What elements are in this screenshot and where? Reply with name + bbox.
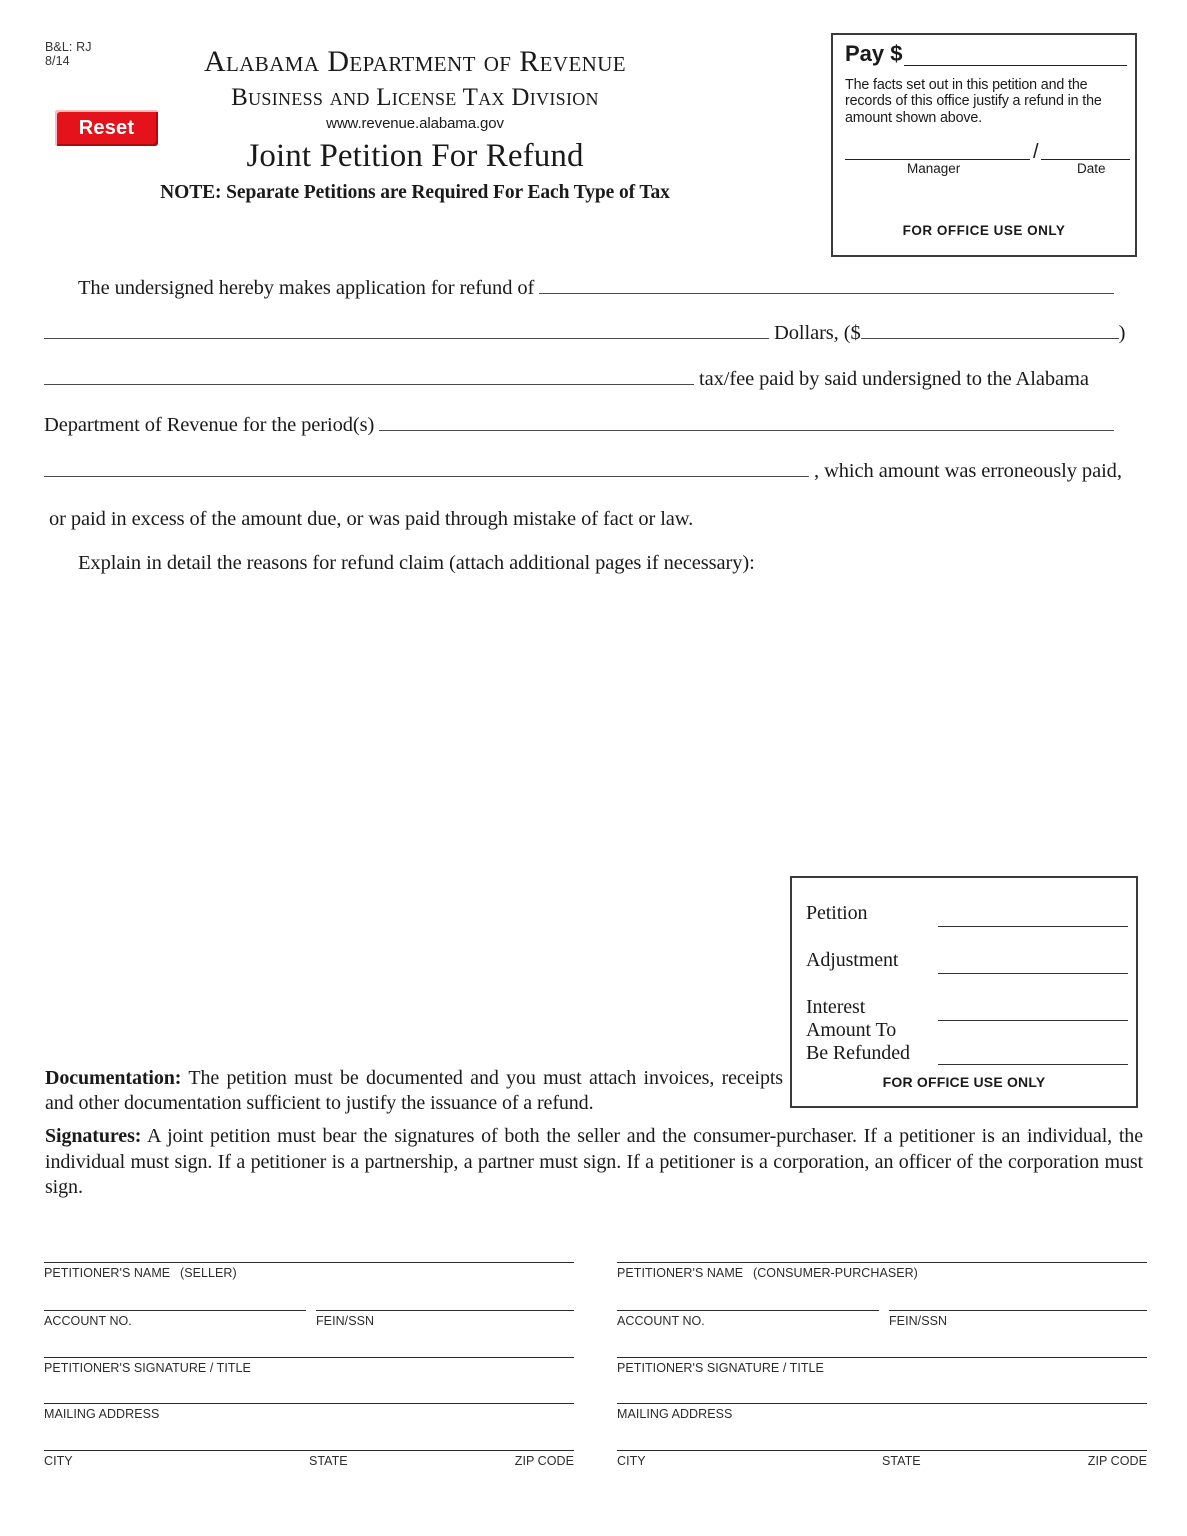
buyer-csz-labels	[617, 1451, 1147, 1470]
interest-label: Interest	[806, 996, 866, 1018]
seller-fein-label-wrap	[316, 1311, 574, 1330]
application-line-5	[44, 460, 1144, 483]
buyer-city-label: CITY	[617, 1454, 646, 1468]
pay-label: Pay $	[845, 41, 903, 66]
adjustment-label: Adjustment	[806, 949, 899, 971]
buyer-state-label: STATE	[882, 1454, 921, 1468]
office-use-box-bottom	[790, 876, 1138, 1108]
seller-fein-label: FEIN/SSN	[316, 1314, 375, 1328]
buyer-signature-row[interactable]	[617, 1357, 1147, 1377]
division-name: Business and License Tax Division	[231, 84, 599, 111]
application-line-6: or paid in excess of the amount due, or was paid through mistake of fact or law.	[49, 508, 694, 530]
seller-account-label-wrap	[44, 1311, 306, 1330]
documentation-lead: Documentation:	[45, 1067, 182, 1089]
signatures-text: A joint petition must bear the signatures of both the seller and the consumer-purchaser. If a petitioner is an individual, the individual must sign. If a petitioner is a partnership, a partner must sign. If a petitioner is a corporation, an officer of the corporation must sign.	[45, 1125, 1143, 1198]
date-label: Date	[1077, 161, 1106, 176]
buyer-name-label: PETITIONER'S NAME	[617, 1266, 744, 1280]
amount-to-label: Amount To	[806, 1019, 897, 1041]
buyer-name-labels	[617, 1263, 1147, 1282]
amount-numeric-field[interactable]	[861, 323, 1119, 339]
petition-label: Petition	[806, 902, 868, 924]
manager-signature-field[interactable]	[845, 143, 1030, 160]
seller-signature-label: PETITIONER'S SIGNATURE / TITLE	[44, 1361, 251, 1375]
seller-signature-label-wrap	[44, 1358, 574, 1377]
form-code-line2: 8/14	[45, 54, 70, 68]
periods-field[interactable]	[379, 415, 1114, 431]
amount-words-field[interactable]	[44, 323, 769, 339]
buyer-signature-label: PETITIONER'S SIGNATURE / TITLE	[617, 1361, 824, 1375]
buyer-address-row[interactable]	[617, 1403, 1147, 1423]
application-line-2	[44, 322, 1144, 345]
seller-csz-labels	[44, 1451, 574, 1470]
buyer-zip-label: ZIP CODE	[1087, 1454, 1147, 1468]
slash-separator: /	[1033, 141, 1039, 163]
office-statement-text: The facts set out in this petition and the records of this office justify a refund in the amount shown above.	[845, 77, 1102, 126]
explain-instruction: Explain in detail the reasons for refund claim (attach additional pages if necessary):	[78, 552, 755, 574]
buyer-name-qualifier: (CONSUMER-PURCHASER)	[753, 1266, 918, 1280]
signatures-paragraph	[45, 1124, 1143, 1201]
page-title: Joint Petition For Refund	[246, 138, 584, 174]
office-use-only-footer-top: FOR OFFICE USE ONLY	[902, 223, 1066, 238]
office-use-only-footer-bottom: FOR OFFICE USE ONLY	[882, 1074, 1046, 1090]
manager-label: Manager	[907, 161, 961, 176]
application-line-5-text: , which amount was erroneously paid,	[814, 460, 1122, 482]
application-line-4	[44, 414, 1144, 437]
buyer-city-state-zip-row[interactable]	[617, 1450, 1147, 1470]
seller-name-labels	[44, 1263, 574, 1282]
pay-amount-field[interactable]	[904, 45, 1128, 66]
seller-name-label: PETITIONER'S NAME	[44, 1266, 171, 1280]
seller-name-qualifier: (SELLER)	[180, 1266, 237, 1280]
buyer-fein-label-wrap	[889, 1311, 1147, 1330]
reset-button[interactable]: Reset	[55, 110, 158, 146]
form-code-line1: B&L: RJ	[45, 40, 92, 54]
amount-refunded-field[interactable]	[938, 1064, 1128, 1065]
application-line-3-text: tax/fee paid by said undersigned to the Alabama	[699, 368, 1089, 390]
form-note: NOTE: Separate Petitions are Required For Each Type of Tax	[160, 182, 670, 203]
application-line-1-text: The undersigned hereby makes application for refund of	[78, 277, 535, 299]
agency-name: Alabama Department of Revenue	[203, 45, 627, 78]
signatures-lead: Signatures:	[45, 1125, 142, 1147]
buyer-fein-label: FEIN/SSN	[889, 1314, 948, 1328]
pay-amount-row	[845, 42, 1127, 66]
seller-name-row[interactable]	[44, 1262, 574, 1282]
office-use-box-top	[831, 33, 1137, 257]
seller-signature-row[interactable]	[44, 1357, 574, 1377]
adjustment-field[interactable]	[938, 973, 1128, 974]
buyer-account-label: ACCOUNT NO.	[617, 1314, 705, 1328]
seller-zip-label: ZIP CODE	[514, 1454, 574, 1468]
buyer-account-label-wrap	[617, 1311, 879, 1330]
application-line-4-text: Department of Revenue for the period(s)	[44, 414, 375, 436]
seller-account-label: ACCOUNT NO.	[44, 1314, 132, 1328]
seller-state-label: STATE	[309, 1454, 348, 1468]
dollars-label: Dollars, ($	[774, 322, 861, 344]
interest-field[interactable]	[938, 1020, 1128, 1021]
buyer-address-label: MAILING ADDRESS	[617, 1407, 733, 1421]
documentation-paragraph	[45, 1066, 783, 1116]
buyer-signature-label-wrap	[617, 1358, 1147, 1377]
application-line-1	[78, 277, 1148, 300]
seller-address-row[interactable]	[44, 1403, 574, 1423]
tax-type-field[interactable]	[44, 369, 694, 385]
seller-city-label: CITY	[44, 1454, 73, 1468]
petition-field[interactable]	[938, 926, 1128, 927]
website-url: www.revenue.alabama.gov	[326, 115, 504, 132]
seller-address-label-wrap	[44, 1404, 574, 1423]
be-refunded-label: Be Refunded	[806, 1042, 910, 1064]
application-line-3	[44, 368, 1144, 391]
refund-of-field[interactable]	[539, 278, 1114, 294]
manager-date-field[interactable]	[1041, 143, 1130, 160]
documentation-text: The petition must be documented and you must attach invoices, receipts and other documentation sufficient to justify the issuance of a refund.	[45, 1067, 783, 1114]
manager-signature-row	[845, 141, 1130, 163]
periods-field-continued[interactable]	[44, 461, 809, 477]
paren-close: )	[1118, 322, 1126, 344]
buyer-name-row[interactable]	[617, 1262, 1147, 1282]
buyer-address-label-wrap	[617, 1404, 1147, 1423]
seller-address-label: MAILING ADDRESS	[44, 1407, 160, 1421]
seller-city-state-zip-row[interactable]	[44, 1450, 574, 1470]
